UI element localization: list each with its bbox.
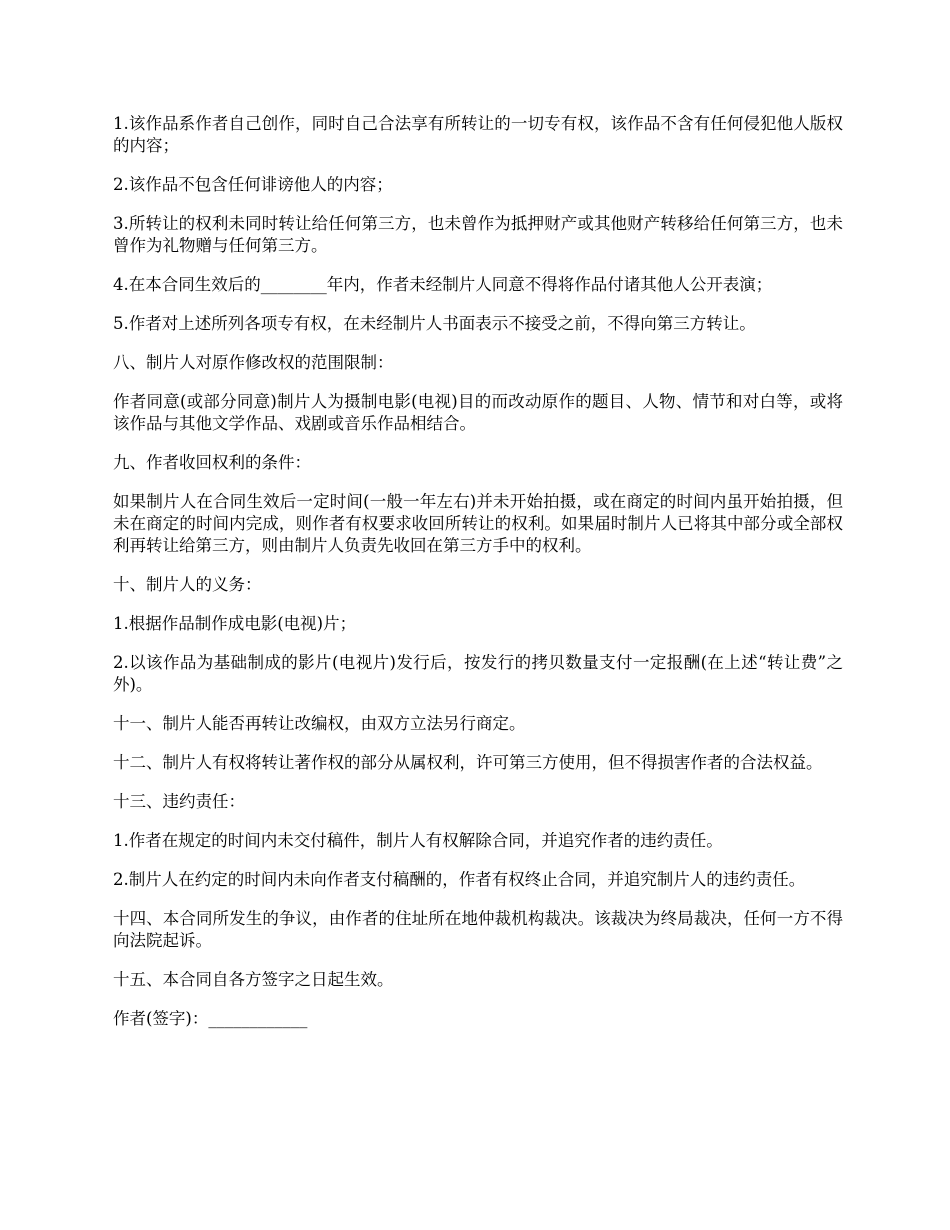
section-14: 十四、本合同所发生的争议，由作者的住址所在地仲裁机构裁决。该裁决为终局裁决，任何一方不得向法院起诉。 bbox=[113, 909, 843, 950]
section-heading-13: 十三、违约责任： bbox=[113, 792, 245, 811]
warranty-clause-3: 3.所转让的权利未同时转让给任何第三方，也未曾作为抵押财产或其他财产转移给任何第三方，也未曾作为礼物赠与任何第三方。 bbox=[113, 214, 843, 255]
section-12: 十二、制片人有权将转让著作权的部分从属权利，许可第三方使用，但不得损害作者的合法权益。 bbox=[113, 753, 823, 772]
section-11: 十一、制片人能否再转让改编权，由双方立法另行商定。 bbox=[113, 714, 526, 733]
section-9-body: 如果制片人在合同生效后一定时间(一般一年左右)并未开始拍摄，或在商定的时间内虽开始拍摄，但未在商定的时间内完成，则作者有权要求收回所转让的权利。如果届时制片人已将其中部分或全部权利再转让给第三方，则由制片人负责先收回在第三方手中的权利。 bbox=[113, 492, 843, 555]
warranty-clause-1: 1.该作品系作者自己创作，同时自己合法享有所转让的一切专有权，该作品不含有任何侵犯他人版权的内容； bbox=[113, 114, 843, 155]
liability-clause-2: 2.制片人在约定的时间内未向作者支付稿酬的，作者有权终止合同，并追究制片人的违约责任。 bbox=[113, 870, 806, 889]
section-heading-8: 八、制片人对原作修改权的范围限制： bbox=[113, 353, 394, 372]
warranty-clause-4: 4.在本合同生效后的________年内，作者未经制片人同意不得将作品付诸其他人公开表演； bbox=[113, 275, 773, 294]
author-signature-line: 作者(签字)：____________ bbox=[113, 1009, 308, 1028]
warranty-clause-5: 5.作者对上述所列各项专有权，在未经制片人书面表示不接受之前，不得向第三方转让。 bbox=[113, 314, 756, 333]
section-15: 十五、本合同自各方签字之日起生效。 bbox=[113, 970, 394, 989]
warranty-clause-2: 2.该作品不包含任何诽谤他人的内容； bbox=[113, 175, 393, 194]
obligation-clause-1: 1.根据作品制作成电影(电视)片； bbox=[113, 614, 357, 633]
section-8-body: 作者同意(或部分同意)制片人为摄制电影(电视)目的而改动原作的题目、人物、情节和对白等，或将该作品与其他文学作品、戏剧或音乐作品相结合。 bbox=[113, 392, 843, 433]
section-heading-10: 十、制片人的义务： bbox=[113, 575, 262, 594]
document-page bbox=[113, 113, 843, 1047]
obligation-clause-2: 2.以该作品为基础制成的影片(电视片)发行后，按发行的拷贝数量支付一定报酬(在上述“转让费”之外)。 bbox=[113, 653, 843, 694]
liability-clause-1: 1.作者在规定的时间内未交付稿件，制片人有权解除合同，并追究作者的违约责任。 bbox=[113, 831, 723, 850]
section-heading-9: 九、作者收回权利的条件： bbox=[113, 453, 311, 472]
